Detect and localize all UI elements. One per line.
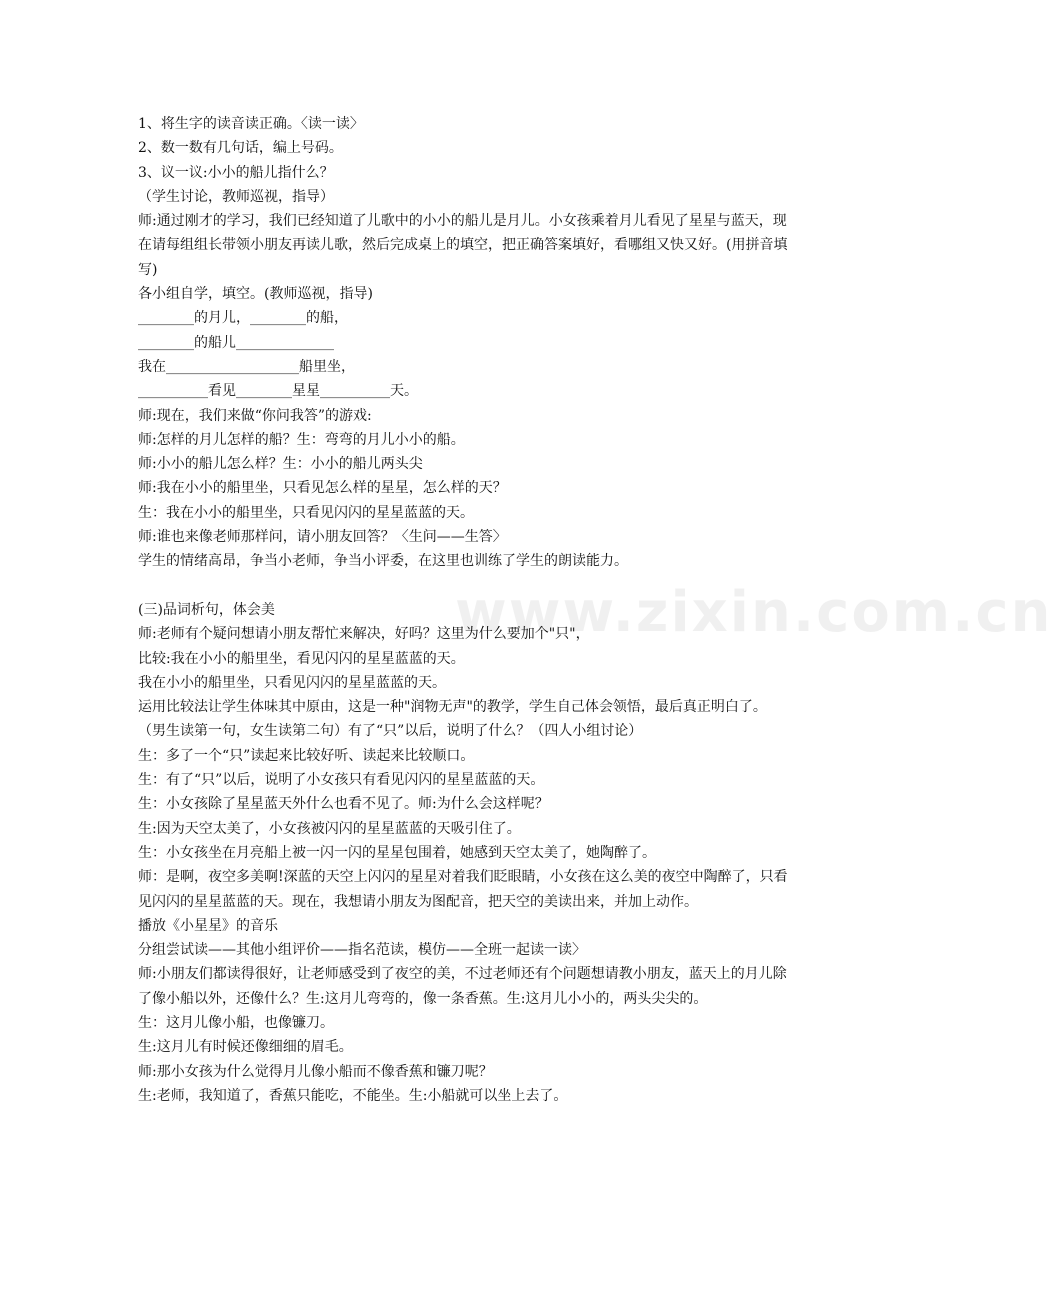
text-line: 生:老师，我知道了，香蕉只能吃，不能坐。生:小船就可以坐上去了。 (138, 1087, 568, 1104)
text-line: 生：我在小小的船里坐，只看见闪闪的星星蓝蓝的天。 (138, 504, 474, 521)
text-line: 师:那小女孩为什么觉得月儿像小船而不像香蕉和镰刀呢？ (138, 1063, 493, 1080)
line-group (138, 598, 788, 695)
text-line: 生：多了一个“只”读起来比较好听、读起来比较顺口。 (138, 747, 475, 764)
text-line: 生：这月儿像小船，也像镰刀。 (138, 1014, 334, 1031)
text-line: 我在___________________船里坐， (138, 358, 355, 375)
watermark: www.zixin.com.cn (455, 580, 1053, 645)
text-line: 生：小女孩除了星星蓝天外什么也看不见了。师:为什么会这样呢？ (138, 796, 549, 813)
text-line: 比较:我在小小的船里坐，看见闪闪的星星蓝蓝的天。 (138, 650, 465, 667)
paragraph: 师:小朋友们都读得很好，让老师感受到了夜空的美，不过老师还有个问题想请教小朋友，蓝天上的月儿除了像小船以外，还像什么？生:这月儿弯弯的，像一条香蕉。生:这月儿小小的，两头尖尖的。 (138, 966, 787, 1007)
text-line: 师:老师有个疑问想请小朋友帮忙来解决，好吗？这里为什么要加个"只"， (138, 626, 590, 643)
text-line: 师:谁也来像老师那样问，请小朋友回答？〈生问——生答〉 (138, 529, 507, 546)
line-group (138, 112, 788, 209)
text-line: 生：小女孩坐在月亮船上被一闪一闪的星星包围着，她感到天空太美了，她陶醉了。 (138, 844, 656, 861)
text-line: 分组尝试读——其他小组评价——指名范读，模仿——全班一起读一读〉 (138, 942, 586, 959)
paragraph: 师:通过刚才的学习，我们已经知道了儿歌中的小小的船儿是月儿。小女孩乘着月儿看见了星星与蓝天，现在请每组组长带领小朋友再读儿歌，然后完成桌上的填空，把正确答案填好，看哪组又快又好。(用拼音填写) (138, 213, 788, 278)
text-line: 1、将生字的读音读正确。〈读一读〉 (138, 116, 364, 132)
text-line: 2、数一数有几句话，编上号码。 (138, 140, 343, 157)
document-body (138, 112, 788, 1108)
line-group (138, 1011, 788, 1108)
text-line: ________的月儿，________的船， (138, 310, 348, 327)
line-group (138, 914, 788, 963)
text-line: （男生读第一句，女生读第二句）有了“只”以后，说明了什么？（四人小组讨论） (138, 723, 643, 740)
text-line: 师:怎样的月儿怎样的船？生：弯弯的月儿小小的船。 (138, 431, 465, 448)
line-group (138, 719, 788, 865)
text-line: 师:现在，我们来做“你问我答”的游戏: (138, 407, 372, 424)
text-line: 师:我在小小的船里坐，只看见怎么样的星星，怎么样的天？ (138, 480, 507, 497)
text-line: 我在小小的船里坐，只看见闪闪的星星蓝蓝的天。 (138, 674, 446, 691)
text-line: 3、议一议:小小的船儿指什么？ (138, 164, 334, 181)
paragraph: 师：是啊，夜空多美啊!深蓝的天空上闪闪的星星对着我们眨眼睛，小女孩在这么美的夜空中陶醉了，只看见闪闪的星星蓝蓝的天。现在，我想请小朋友为图配音，把天空的美读出来，并加上动作。 (138, 869, 788, 910)
text-line: （学生讨论，教师巡视，指导） (138, 188, 334, 205)
text-line: 生：有了“只”以后，说明了小女孩只有看见闪闪的星星蓝蓝的天。 (138, 772, 545, 789)
text-line: __________看见________星星__________天。 (138, 383, 418, 400)
text-line: 生:因为天空太美了，小女孩被闪闪的星星蓝蓝的天吸引住了。 (138, 820, 521, 837)
text-line: (三)品词析句，体会美 (138, 601, 275, 618)
text-line: 播放《小星星》的音乐 (138, 917, 278, 934)
text-line: 师:小小的船儿怎么样？生：小小的船儿两头尖 (138, 456, 423, 473)
text-line: ________的船儿______________ (138, 334, 334, 351)
blank-line (138, 574, 788, 598)
paragraph: 运用比较法让学生体味其中原由，这是一种"润物无声"的教学，学生自己体会领悟，最后真正明白了。 (138, 699, 767, 716)
text-line: 各小组自学，填空。(教师巡视，指导) (138, 286, 373, 303)
line-group (138, 282, 788, 574)
text-line: 生:这月儿有时候还像细细的眉毛。 (138, 1039, 353, 1056)
text-line: 学生的情绪高昂，争当小老师，争当小评委，在这里也训练了学生的朗读能力。 (138, 553, 628, 570)
